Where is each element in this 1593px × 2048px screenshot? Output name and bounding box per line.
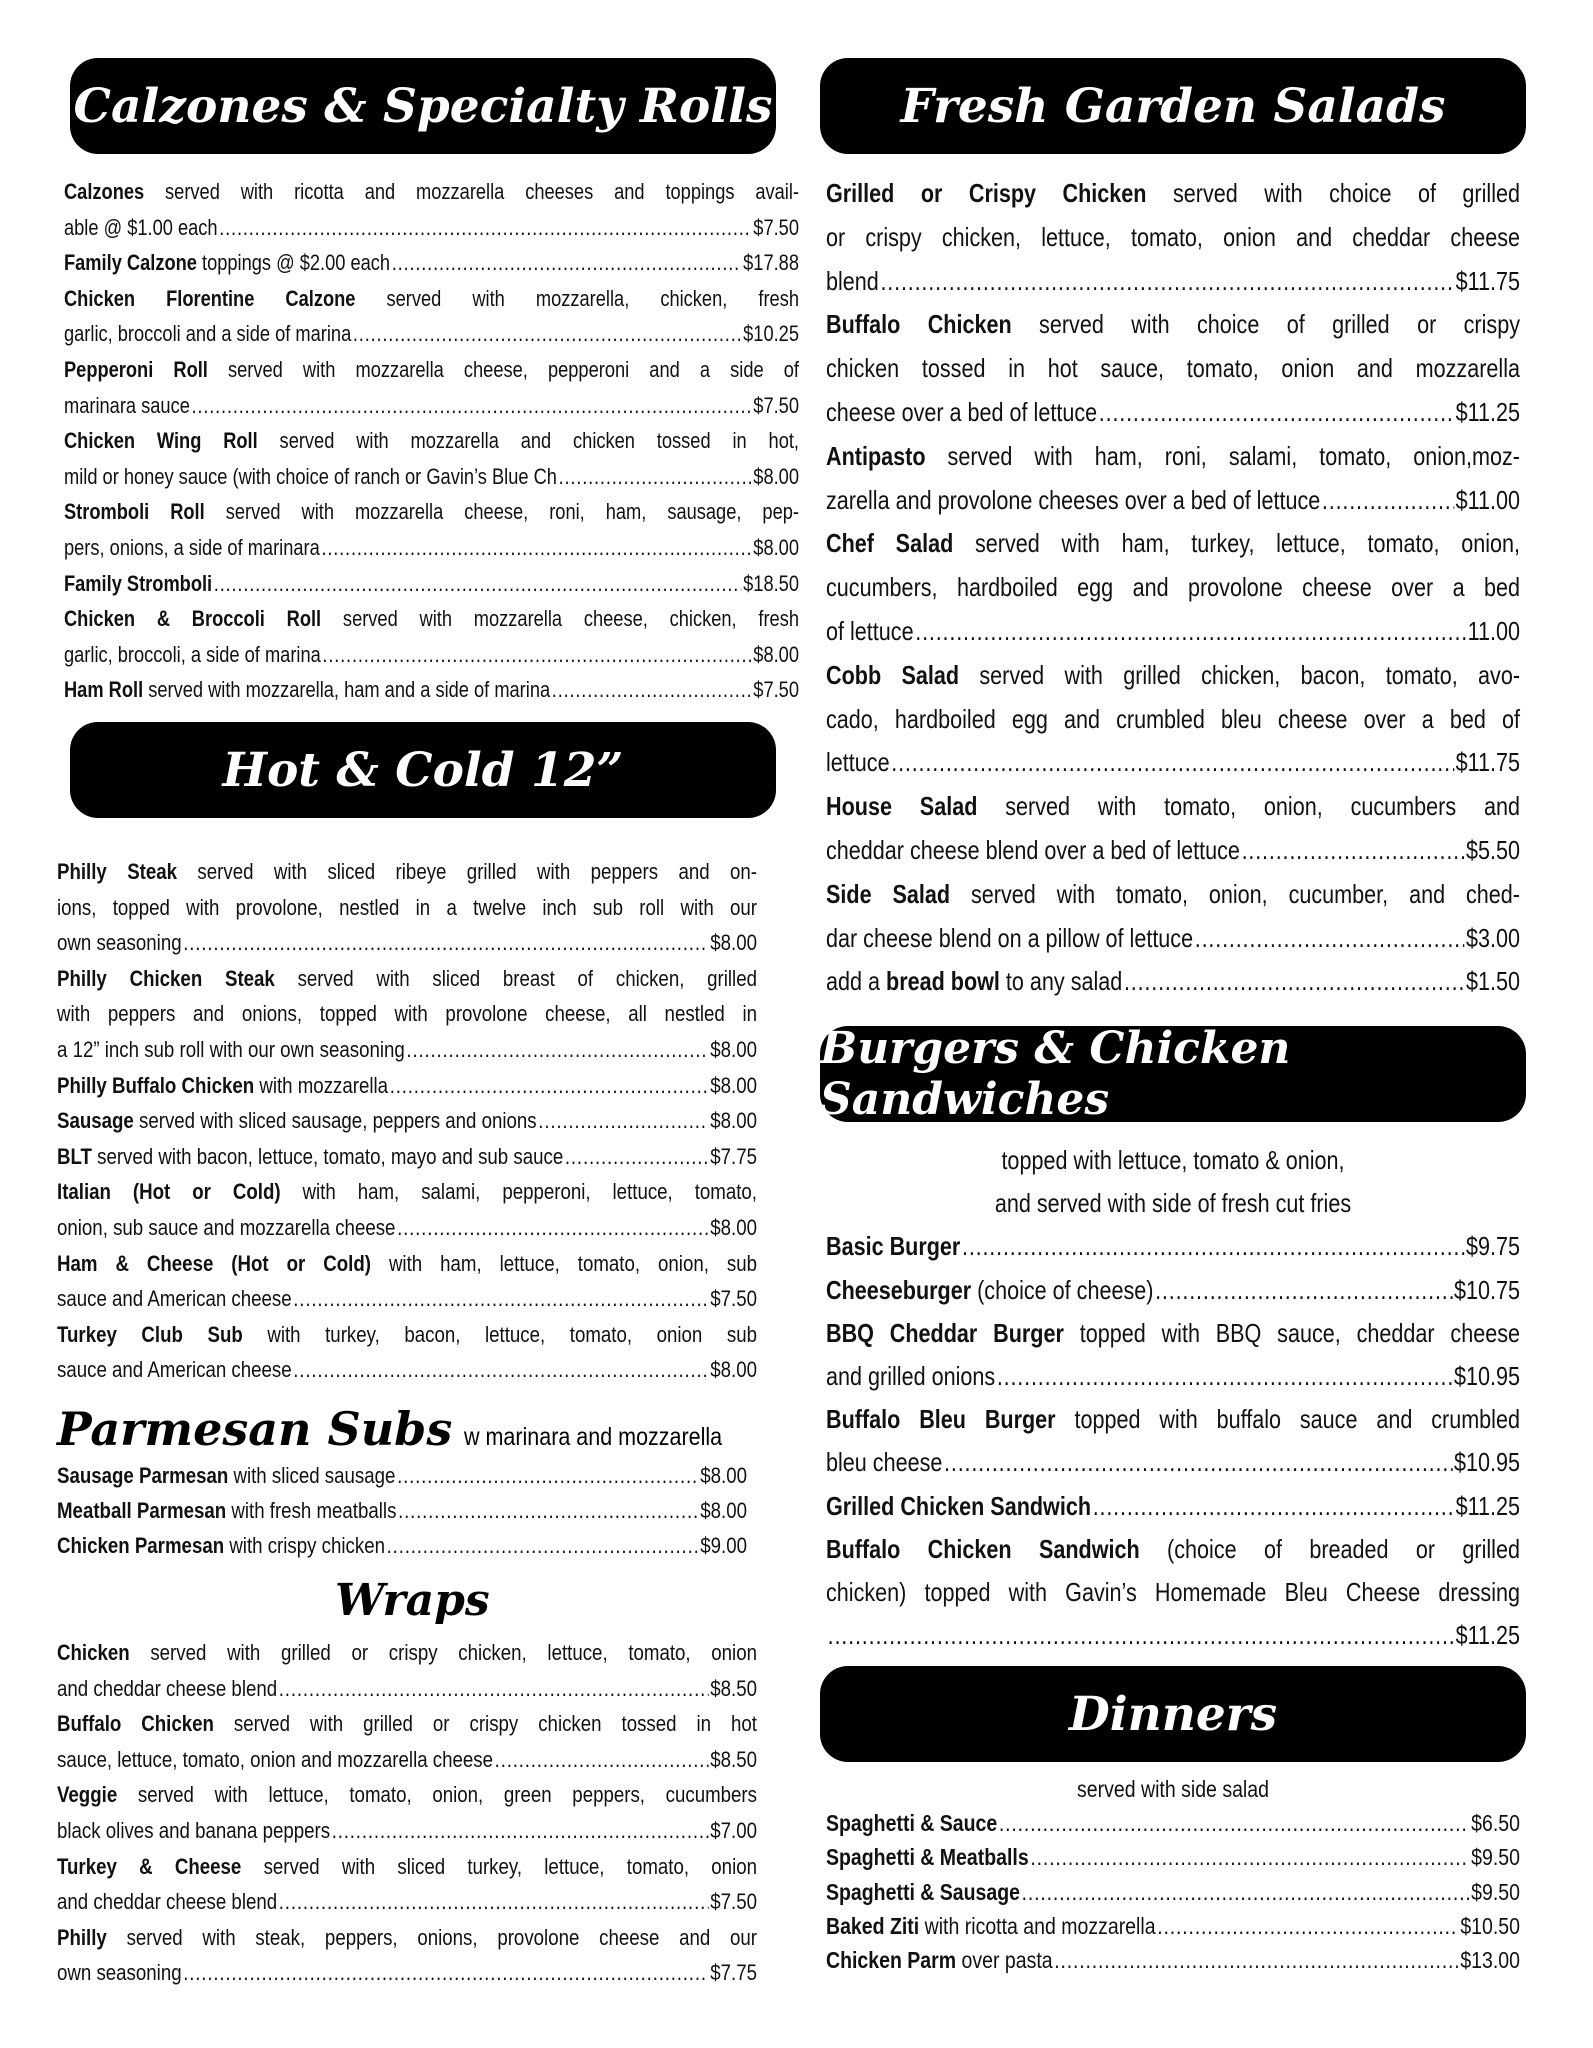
item-description: served with grilled chicken, bacon, tomato, avo- xyxy=(959,659,1521,690)
item-price: $8.50 xyxy=(710,1675,757,1701)
dot-leader xyxy=(828,1614,1454,1657)
item-price: $7.75 xyxy=(710,1960,757,1986)
item-price: $8.00 xyxy=(700,1463,747,1488)
burgers-list xyxy=(826,1139,1520,1657)
item-price: $3.00 xyxy=(1465,922,1520,953)
item-name: Veggie xyxy=(57,1782,118,1808)
item-description: dar cheese blend on a pillow of lettuce xyxy=(826,922,1194,953)
item-name: Spaghetti & Sauce xyxy=(826,1810,998,1837)
item-name: Cheeseburger xyxy=(826,1274,972,1305)
item-description: cucumbers, hardboiled egg and provolone cheese over a bed xyxy=(826,572,1520,603)
burgers-note: topped with lettuce, tomato & onion, xyxy=(1001,1145,1345,1175)
item-name: Buffalo Chicken Sandwich xyxy=(826,1533,1140,1564)
dot-leader xyxy=(495,1742,709,1778)
item-description: chicken) topped with Gavin’s Homemade Bleu Cheese dressing xyxy=(826,1577,1520,1608)
item-price: $7.50 xyxy=(710,1889,757,1915)
menu-item xyxy=(826,172,1520,303)
menu-item xyxy=(826,654,1520,785)
item-name: Philly Chicken Steak xyxy=(57,965,275,991)
item-name: Sausage Parmesan xyxy=(57,1463,229,1488)
dinners-section xyxy=(826,1772,1520,1977)
item-name: Ham & Cheese (Hot or Cold) xyxy=(57,1250,371,1276)
item-description: served with choice of grilled or crispy xyxy=(1011,309,1520,340)
dot-leader xyxy=(219,210,751,246)
item-description: with fresh meatballs xyxy=(226,1497,397,1523)
item-description: sauce, lettuce, tomato, onion and mozzarella cheese xyxy=(57,1746,494,1772)
item-name: BBQ Cheddar Burger xyxy=(826,1317,1064,1348)
item-name: Sausage xyxy=(57,1108,134,1134)
item-description: served with grilled or crispy chicken, lettuce, tomato, onion xyxy=(129,1640,757,1665)
item-price: $8.00 xyxy=(710,1036,757,1062)
dot-leader xyxy=(321,530,751,566)
item-price: $1.50 xyxy=(1465,966,1520,997)
item-description: a 12” inch sub roll with our own seasoning xyxy=(57,1036,405,1062)
item-description: served with mozzarella, ham and a side of marina xyxy=(143,677,551,703)
calzones-title: Calzones & Specialty Rolls xyxy=(73,78,773,134)
item-price: $6.50 xyxy=(1471,1810,1520,1837)
item-description: and cheddar cheese blend xyxy=(57,1675,278,1701)
dot-leader xyxy=(559,459,752,495)
dot-leader xyxy=(538,1103,708,1139)
dot-leader xyxy=(880,260,1453,304)
item-description: zarella and provolone cheeses over a bed of lettuce xyxy=(826,484,1321,515)
item-description: of lettuce xyxy=(826,615,914,646)
hotcold-title: Hot & Cold 12” xyxy=(222,742,624,798)
item-description: and grilled onions xyxy=(826,1361,996,1392)
dot-leader xyxy=(999,1806,1470,1840)
menu-item xyxy=(826,1840,1520,1874)
dot-leader xyxy=(322,637,751,673)
menu-item xyxy=(826,785,1520,873)
item-price: $11.25 xyxy=(1455,1490,1520,1521)
item-description: served with tomato, onion, cucumber, and ched- xyxy=(950,878,1520,909)
dot-leader xyxy=(1242,829,1465,873)
item-description: served with bacon, lettuce, tomato, mayo and sub sauce xyxy=(91,1143,564,1169)
item-price: 11.00 xyxy=(1467,615,1520,646)
item-description: served with grilled or crispy chicken tossed in hot xyxy=(213,1711,757,1737)
dot-leader xyxy=(392,245,742,281)
item-description: over pasta xyxy=(956,1947,1053,1974)
item-description: served with sliced sausage, peppers and onions xyxy=(133,1108,537,1134)
item-price: $8.00 xyxy=(710,1108,757,1134)
item-price: $7.50 xyxy=(753,214,799,240)
menu-item xyxy=(64,352,799,423)
menu-item xyxy=(64,566,799,602)
item-description: with sliced sausage xyxy=(228,1463,396,1488)
item-name: Chef Salad xyxy=(826,528,954,559)
menu-item xyxy=(826,1269,1520,1312)
parmesan-title: Parmesan Subs xyxy=(57,1402,453,1456)
item-name: Grilled Chicken Sandwich xyxy=(826,1490,1092,1521)
salads-banner xyxy=(820,58,1526,154)
item-price: $11.75 xyxy=(1455,265,1520,296)
dot-leader xyxy=(387,1529,699,1564)
item-description: (choice of cheese) xyxy=(971,1274,1154,1305)
item-description: with ham, lettuce, tomato, onion, sub xyxy=(370,1250,758,1276)
item-name: Pepperoni Roll xyxy=(64,356,208,382)
dot-leader xyxy=(398,1494,699,1529)
menu-item xyxy=(826,522,1520,653)
dot-leader xyxy=(279,1671,709,1707)
menu-item xyxy=(57,1068,757,1104)
item-name: Family Stromboli xyxy=(64,570,213,596)
salads-list xyxy=(826,172,1520,1004)
item-name: Meatball Parmesan xyxy=(57,1497,227,1523)
item-name: Chicken Wing Roll xyxy=(64,428,258,454)
dinners-title: Dinners xyxy=(1068,1686,1278,1742)
wraps-section xyxy=(57,1635,757,1991)
burgers-section xyxy=(826,1139,1520,1657)
menu-item xyxy=(826,435,1520,523)
item-description: served with mozzarella cheese, roni, ham, sausage, pep- xyxy=(204,499,799,525)
item-name: Ham Roll xyxy=(64,677,144,703)
menu-item xyxy=(57,1139,757,1175)
item-description: served with choice of grilled xyxy=(1146,178,1520,208)
menu-item xyxy=(826,1225,1520,1268)
item-name: Turkey & Cheese xyxy=(57,1853,242,1879)
menu-item xyxy=(57,1777,757,1848)
item-name: Philly xyxy=(57,1924,107,1950)
menu-item xyxy=(826,1485,1520,1528)
dot-leader xyxy=(1157,1909,1458,1943)
dot-leader xyxy=(214,566,742,602)
item-description: served with mozzarella, chicken, fresh xyxy=(355,285,799,311)
item-description: served with ham, roni, salami, tomato, onion,moz- xyxy=(925,440,1520,471)
burgers-title: Burgers & Chicken Sandwiches xyxy=(820,1023,1291,1125)
dot-leader xyxy=(997,1355,1453,1398)
wraps-list xyxy=(57,1635,757,1991)
dinners-list xyxy=(826,1772,1520,1977)
item-description: served with sliced breast of chicken, grilled xyxy=(274,965,757,991)
item-description: served with steak, peppers, onions, provolone cheese and our xyxy=(106,1924,757,1950)
item-price: $10.25 xyxy=(743,321,799,347)
dot-leader xyxy=(1099,391,1454,435)
item-description: black olives and banana peppers xyxy=(57,1817,331,1843)
dot-leader xyxy=(1054,1943,1458,1977)
item-price: $10.95 xyxy=(1453,1361,1520,1392)
item-description: cheddar cheese blend over a bed of lettuce xyxy=(826,834,1240,865)
item-name: Side Salad xyxy=(826,878,951,909)
menu-item xyxy=(826,1943,1520,1977)
hotcold-section xyxy=(57,854,757,1388)
item-description: bleu cheese xyxy=(826,1447,943,1478)
item-price: $8.00 xyxy=(710,930,757,956)
item-price: $7.00 xyxy=(710,1817,757,1843)
item-name: Philly Buffalo Chicken xyxy=(57,1072,255,1098)
dot-leader xyxy=(397,1459,699,1494)
item-description: served with tomato, onion, cucumbers and xyxy=(977,791,1520,822)
item-description: with crispy chicken xyxy=(224,1532,385,1558)
item-description: served with ham, turkey, lettuce, tomato, onion, xyxy=(953,528,1520,559)
item-description: cheese over a bed of lettuce xyxy=(826,396,1098,427)
item-price: $7.50 xyxy=(753,392,799,418)
menu-item xyxy=(57,1494,747,1529)
item-description: served with ricotta and mozzarella cheeses and toppings avail- xyxy=(144,179,799,204)
item-price: $8.00 xyxy=(700,1497,747,1523)
burgers-banner xyxy=(820,1023,1526,1125)
menu-item xyxy=(64,601,799,672)
item-description: pers, onions, a side of marinara xyxy=(64,534,320,560)
item-description: sauce and American cheese xyxy=(57,1357,292,1383)
item-name: Chicken & Broccoli Roll xyxy=(64,606,322,632)
dot-leader xyxy=(406,1032,708,1068)
item-description: mild or honey sauce (with choice of ranch or Gavin’s Blue Ch xyxy=(64,463,557,489)
dot-leader xyxy=(397,1210,708,1246)
item-name: Antipasto xyxy=(826,440,926,471)
dot-leader xyxy=(915,610,1466,654)
wraps-title: Wraps xyxy=(335,1575,490,1626)
item-description: with turkey, bacon, lettuce, tomato, onion sub xyxy=(242,1321,757,1347)
item-price: $18.50 xyxy=(743,570,799,596)
item-description: served with mozzarella cheese, pepperoni and a side of xyxy=(207,356,799,382)
item-description: marinara sauce xyxy=(64,392,190,418)
menu-item xyxy=(826,1398,1520,1484)
item-name: Baked Ziti xyxy=(826,1912,920,1939)
item-price: $8.00 xyxy=(710,1357,757,1383)
item-description: chicken tossed in hot sauce, tomato, onion and mozzarella xyxy=(826,353,1520,384)
item-price: $7.50 xyxy=(753,677,799,703)
item-price: $9.50 xyxy=(1471,1878,1520,1905)
salads-section xyxy=(826,172,1520,1004)
dot-leader xyxy=(552,672,752,708)
menu-item xyxy=(57,1529,747,1564)
menu-item xyxy=(64,672,799,708)
dot-leader xyxy=(183,925,708,961)
item-description: served with lettuce, tomato, onion, green peppers, cucumbers xyxy=(117,1782,757,1808)
item-price: $17.88 xyxy=(743,250,799,276)
menu-item xyxy=(826,1909,1520,1943)
item-description: and cheddar cheese blend xyxy=(57,1889,278,1915)
menu-item xyxy=(64,423,799,494)
dot-leader xyxy=(183,1955,708,1991)
item-description: served with mozzarella cheese, chicken, fresh xyxy=(321,606,799,632)
parmesan-heading xyxy=(57,1402,777,1456)
item-name: Buffalo Chicken xyxy=(57,1711,214,1737)
dot-leader xyxy=(1322,479,1454,523)
dot-leader xyxy=(891,741,1454,785)
item-description: sauce and American cheese xyxy=(57,1286,292,1312)
calzones-banner xyxy=(70,58,776,154)
dot-leader xyxy=(332,1813,709,1849)
item-price: $9.00 xyxy=(700,1532,747,1558)
item-name: Chicken Parmesan xyxy=(57,1532,225,1558)
item-description: with ham, salami, pepperoni, lettuce, tomato, xyxy=(280,1179,758,1205)
menu-item xyxy=(826,960,1520,1004)
menu-item xyxy=(826,1875,1520,1909)
item-price: $13.00 xyxy=(1460,1947,1520,1974)
item-description: to any salad xyxy=(999,966,1123,997)
item-price: $11.25 xyxy=(1455,396,1520,427)
item-price: $11.00 xyxy=(1455,484,1520,515)
item-name: Chicken Parm xyxy=(826,1947,957,1974)
item-description: garlic, broccoli, a side of marina xyxy=(64,641,321,667)
item-name: Calzones xyxy=(64,179,145,204)
item-name: BLT xyxy=(57,1143,92,1169)
item-description: served with sliced turkey, lettuce, tomato, onion xyxy=(241,1853,758,1879)
menu-item xyxy=(826,303,1520,434)
parmesan-list xyxy=(57,1459,747,1563)
burgers-note: and served with side of fresh cut fries xyxy=(994,1188,1352,1219)
dot-leader xyxy=(293,1352,708,1388)
item-name: Stromboli Roll xyxy=(64,499,205,525)
dot-leader xyxy=(565,1139,709,1175)
wraps-heading xyxy=(335,1575,490,1626)
dot-leader xyxy=(353,316,742,352)
item-description: lettuce xyxy=(826,747,890,778)
item-description: served with mozzarella and chicken tossed in hot, xyxy=(257,428,800,454)
item-prefix: add a xyxy=(826,966,887,997)
menu-item xyxy=(826,1806,1520,1840)
menu-item xyxy=(57,854,757,961)
item-description: topped with BBQ sauce, cheddar cheese xyxy=(1063,1317,1520,1348)
calzones-section xyxy=(64,174,799,708)
item-price: $7.50 xyxy=(710,1286,757,1312)
item-price: $10.50 xyxy=(1460,1912,1520,1939)
item-description: topped with buffalo sauce and crumbled xyxy=(1055,1404,1520,1435)
dot-leader xyxy=(192,388,752,424)
item-price: $10.75 xyxy=(1453,1274,1520,1305)
menu-item xyxy=(64,494,799,565)
item-description: served with sliced ribeye grilled with peppers and on- xyxy=(177,859,758,884)
item-price: $11.75 xyxy=(1455,747,1520,778)
item-name: Family Calzone xyxy=(64,250,197,276)
item-description: ions, topped with provolone, nestled in a twelve inch sub roll with our xyxy=(57,894,757,920)
item-description: toppings @ $2.00 each xyxy=(196,250,391,276)
dinners-note: served with side salad xyxy=(1077,1776,1269,1802)
item-description: with mozzarella xyxy=(254,1072,389,1098)
item-description: own seasoning xyxy=(57,930,182,956)
menu-item xyxy=(826,1528,1520,1658)
item-description: onion, sub sauce and mozzarella cheese xyxy=(57,1214,396,1240)
item-description: (choice of breaded or grilled xyxy=(1139,1533,1520,1564)
hotcold-list xyxy=(57,854,757,1388)
menu-item xyxy=(57,1706,757,1777)
dot-leader xyxy=(1030,1840,1469,1874)
dot-leader xyxy=(293,1281,708,1317)
item-name: House Salad xyxy=(826,791,978,822)
item-price: $9.75 xyxy=(1465,1231,1520,1262)
item-name: Philly Steak xyxy=(57,859,178,884)
menu-item xyxy=(57,1459,747,1494)
menu-item xyxy=(57,1317,757,1388)
item-name: Chicken xyxy=(57,1640,130,1665)
item-description: with peppers and onions, topped with provolone cheese, all nestled in xyxy=(57,1001,757,1027)
dinners-banner xyxy=(820,1666,1526,1762)
item-name: Italian (Hot or Cold) xyxy=(57,1179,281,1205)
item-price: $8.00 xyxy=(753,463,799,489)
dot-leader xyxy=(1195,917,1465,961)
dot-leader xyxy=(1155,1269,1452,1312)
menu-item xyxy=(57,1103,757,1139)
item-name: Buffalo Chicken xyxy=(826,309,1012,340)
menu-item xyxy=(57,1635,757,1706)
item-name: Turkey Club Sub xyxy=(57,1321,243,1347)
item-price: $8.50 xyxy=(710,1746,757,1772)
item-price: $9.50 xyxy=(1471,1844,1520,1871)
menu-item xyxy=(64,174,799,245)
menu-item xyxy=(57,1849,757,1920)
menu-item xyxy=(826,873,1520,961)
menu-item xyxy=(57,1174,757,1245)
item-name: Buffalo Bleu Burger xyxy=(826,1404,1056,1435)
item-name: Chicken Florentine Calzone xyxy=(64,285,356,311)
item-price: $8.00 xyxy=(710,1214,757,1240)
item-description: able @ $1.00 each xyxy=(64,214,218,240)
item-description: garlic, broccoli and a side of marina xyxy=(64,321,352,347)
item-description: cado, hardboiled egg and crumbled bleu cheese over a bed of xyxy=(826,703,1520,734)
item-name: bread bowl xyxy=(886,966,1000,997)
salads-title: Fresh Garden Salads xyxy=(900,78,1446,134)
dot-leader xyxy=(1093,1485,1454,1528)
dot-leader xyxy=(279,1884,709,1920)
item-name: Basic Burger xyxy=(826,1231,961,1262)
calzones-list xyxy=(64,174,799,708)
menu-item xyxy=(826,1312,1520,1398)
item-description: with ricotta and mozzarella xyxy=(919,1912,1156,1939)
item-price: $7.75 xyxy=(710,1143,757,1169)
item-name: Grilled or Crispy Chicken xyxy=(826,178,1147,208)
menu-item xyxy=(57,961,757,1068)
menu-item xyxy=(64,281,799,352)
item-price: $8.00 xyxy=(753,641,799,667)
menu-item xyxy=(57,1246,757,1317)
parmesan-section xyxy=(57,1459,747,1563)
item-price: $8.00 xyxy=(753,534,799,560)
item-price: $11.25 xyxy=(1455,1620,1520,1651)
dot-leader xyxy=(944,1441,1452,1484)
dot-leader xyxy=(962,1225,1464,1268)
menu-item xyxy=(57,1920,757,1991)
dot-leader xyxy=(390,1068,709,1104)
item-description: own seasoning xyxy=(57,1960,182,1986)
item-price: $5.50 xyxy=(1465,834,1520,865)
dot-leader xyxy=(1022,1875,1470,1909)
item-price: $8.00 xyxy=(710,1072,757,1098)
item-name: Cobb Salad xyxy=(826,659,960,690)
item-description: blend xyxy=(826,265,879,296)
menu-item xyxy=(64,245,799,281)
item-price: $10.95 xyxy=(1453,1447,1520,1478)
item-name: Spaghetti & Meatballs xyxy=(826,1844,1029,1871)
parmesan-subtitle: w marinara and mozzarella xyxy=(463,1423,722,1451)
item-name: Spaghetti & Sausage xyxy=(826,1878,1021,1905)
dot-leader xyxy=(1124,960,1464,1004)
hotcold-banner xyxy=(70,722,776,818)
item-description: or crispy chicken, lettuce, tomato, onion and cheddar cheese xyxy=(826,221,1520,252)
